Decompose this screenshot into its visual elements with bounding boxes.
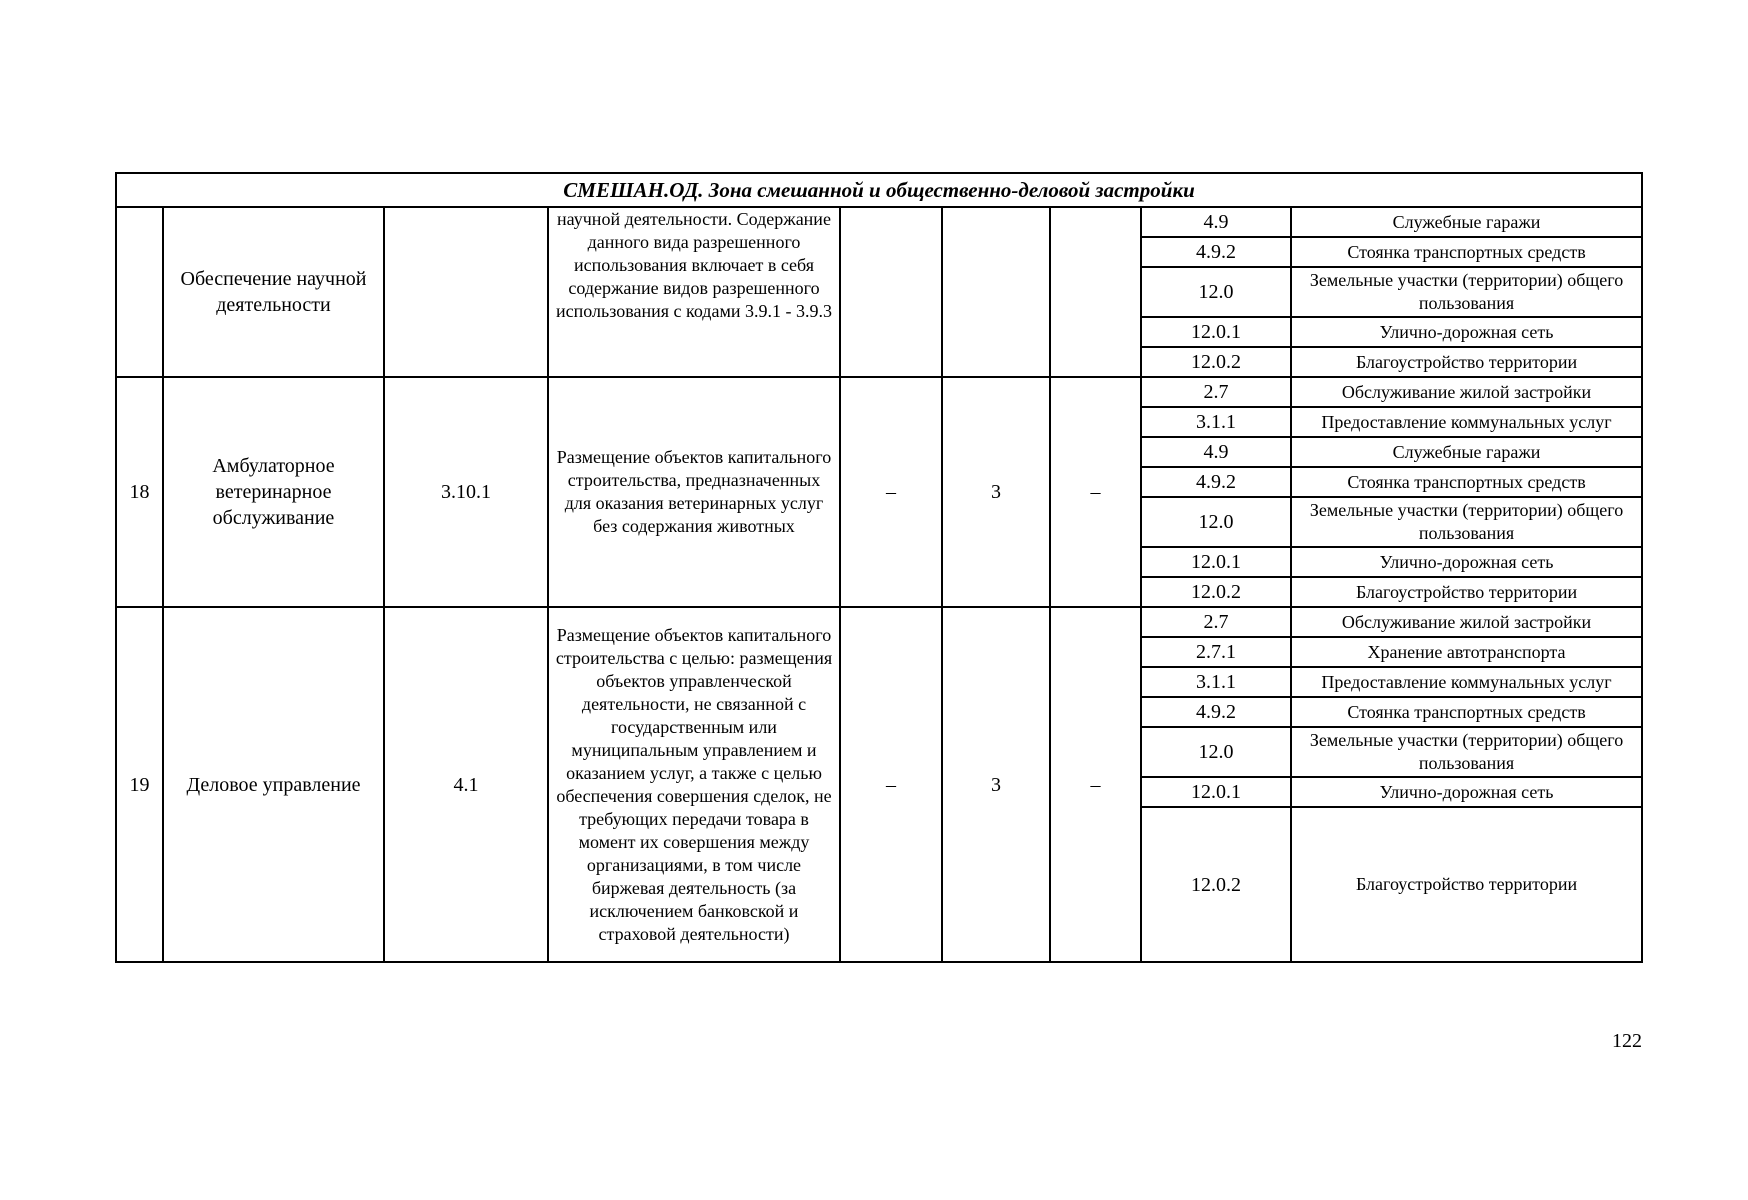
aux-name: Стоянка транспортных средств: [1291, 697, 1642, 727]
aux-code: 12.0.2: [1141, 807, 1291, 962]
aux-name: Улично-дорожная сеть: [1291, 777, 1642, 807]
param-cell: –: [840, 377, 942, 607]
aux-code: 2.7.1: [1141, 637, 1291, 667]
aux-code: 3.1.1: [1141, 407, 1291, 437]
page-number: 122: [1612, 1030, 1642, 1052]
param-cell: –: [1050, 377, 1141, 607]
aux-code: 4.9.2: [1141, 697, 1291, 727]
param-cell: –: [840, 607, 942, 962]
aux-code: 12.0.2: [1141, 577, 1291, 607]
row-number: 19: [116, 607, 163, 962]
aux-name: Служебные гаражи: [1291, 207, 1642, 237]
use-name: Обеспечение научной деятельности: [163, 207, 384, 377]
use-code: [384, 207, 548, 377]
use-code: 4.1: [384, 607, 548, 962]
aux-code: 12.0: [1141, 267, 1291, 317]
aux-name: Стоянка транспортных средств: [1291, 237, 1642, 267]
aux-code: 4.9: [1141, 437, 1291, 467]
aux-code: 12.0.1: [1141, 777, 1291, 807]
aux-code: 3.1.1: [1141, 667, 1291, 697]
use-code: 3.10.1: [384, 377, 548, 607]
use-description: научной деятельности. Содержание данного вида разрешенного использования включает в себя содержание видов разрешенного использования с кодами 3.9.1 - 3.9.3: [548, 207, 840, 377]
param-cell: 3: [942, 607, 1050, 962]
aux-name: Стоянка транспортных средств: [1291, 467, 1642, 497]
aux-code: 12.0.1: [1141, 317, 1291, 347]
param-cell: 3: [942, 377, 1050, 607]
aux-name: Обслуживание жилой застройки: [1291, 377, 1642, 407]
aux-name: Благоустройство территории: [1291, 807, 1642, 962]
aux-name: Обслуживание жилой застройки: [1291, 607, 1642, 637]
use-name: Амбулаторное ветеринарное обслуживание: [163, 377, 384, 607]
aux-code: 12.0.1: [1141, 547, 1291, 577]
aux-name: Предоставление коммунальных услуг: [1291, 667, 1642, 697]
aux-name: Хранение автотранспорта: [1291, 637, 1642, 667]
aux-code: 2.7: [1141, 607, 1291, 637]
zone-title: СМЕШАН.ОД. Зона смешанной и общественно-деловой застройки: [116, 173, 1642, 207]
aux-code: 4.9.2: [1141, 237, 1291, 267]
aux-name: Улично-дорожная сеть: [1291, 547, 1642, 577]
use-description: Размещение объектов капитального строительства с целью: размещения объектов управленческой деятельности, не связанной с государственным или муниципальным управлением и оказанием услуг, а также с целью обеспечения совершения сделок, не требующих передачи товара в момент их совершения между организациями, в том числе биржевая деятельность (за исключением банковской и страховой деятельности): [548, 607, 840, 962]
aux-name: Земельные участки (территории) общего пользования: [1291, 497, 1642, 547]
row-number: 18: [116, 377, 163, 607]
param-cell: [1050, 207, 1141, 377]
aux-code: 2.7: [1141, 377, 1291, 407]
use-name: Деловое управление: [163, 607, 384, 962]
land-use-table: [115, 172, 1643, 963]
param-cell: –: [1050, 607, 1141, 962]
aux-name: Благоустройство территории: [1291, 577, 1642, 607]
param-cell: [840, 207, 942, 377]
aux-code: 12.0: [1141, 497, 1291, 547]
row-number: [116, 207, 163, 377]
aux-name: Предоставление коммунальных услуг: [1291, 407, 1642, 437]
aux-name: Служебные гаражи: [1291, 437, 1642, 467]
aux-name: Благоустройство территории: [1291, 347, 1642, 377]
aux-code: 4.9.2: [1141, 467, 1291, 497]
aux-name: Земельные участки (территории) общего пользования: [1291, 267, 1642, 317]
aux-name: Земельные участки (территории) общего пользования: [1291, 727, 1642, 777]
aux-code: 4.9: [1141, 207, 1291, 237]
param-cell: [942, 207, 1050, 377]
aux-name: Улично-дорожная сеть: [1291, 317, 1642, 347]
use-description: Размещение объектов капитального строительства, предназначенных для оказания ветеринарных услуг без содержания животных: [548, 377, 840, 607]
aux-code: 12.0.2: [1141, 347, 1291, 377]
aux-code: 12.0: [1141, 727, 1291, 777]
